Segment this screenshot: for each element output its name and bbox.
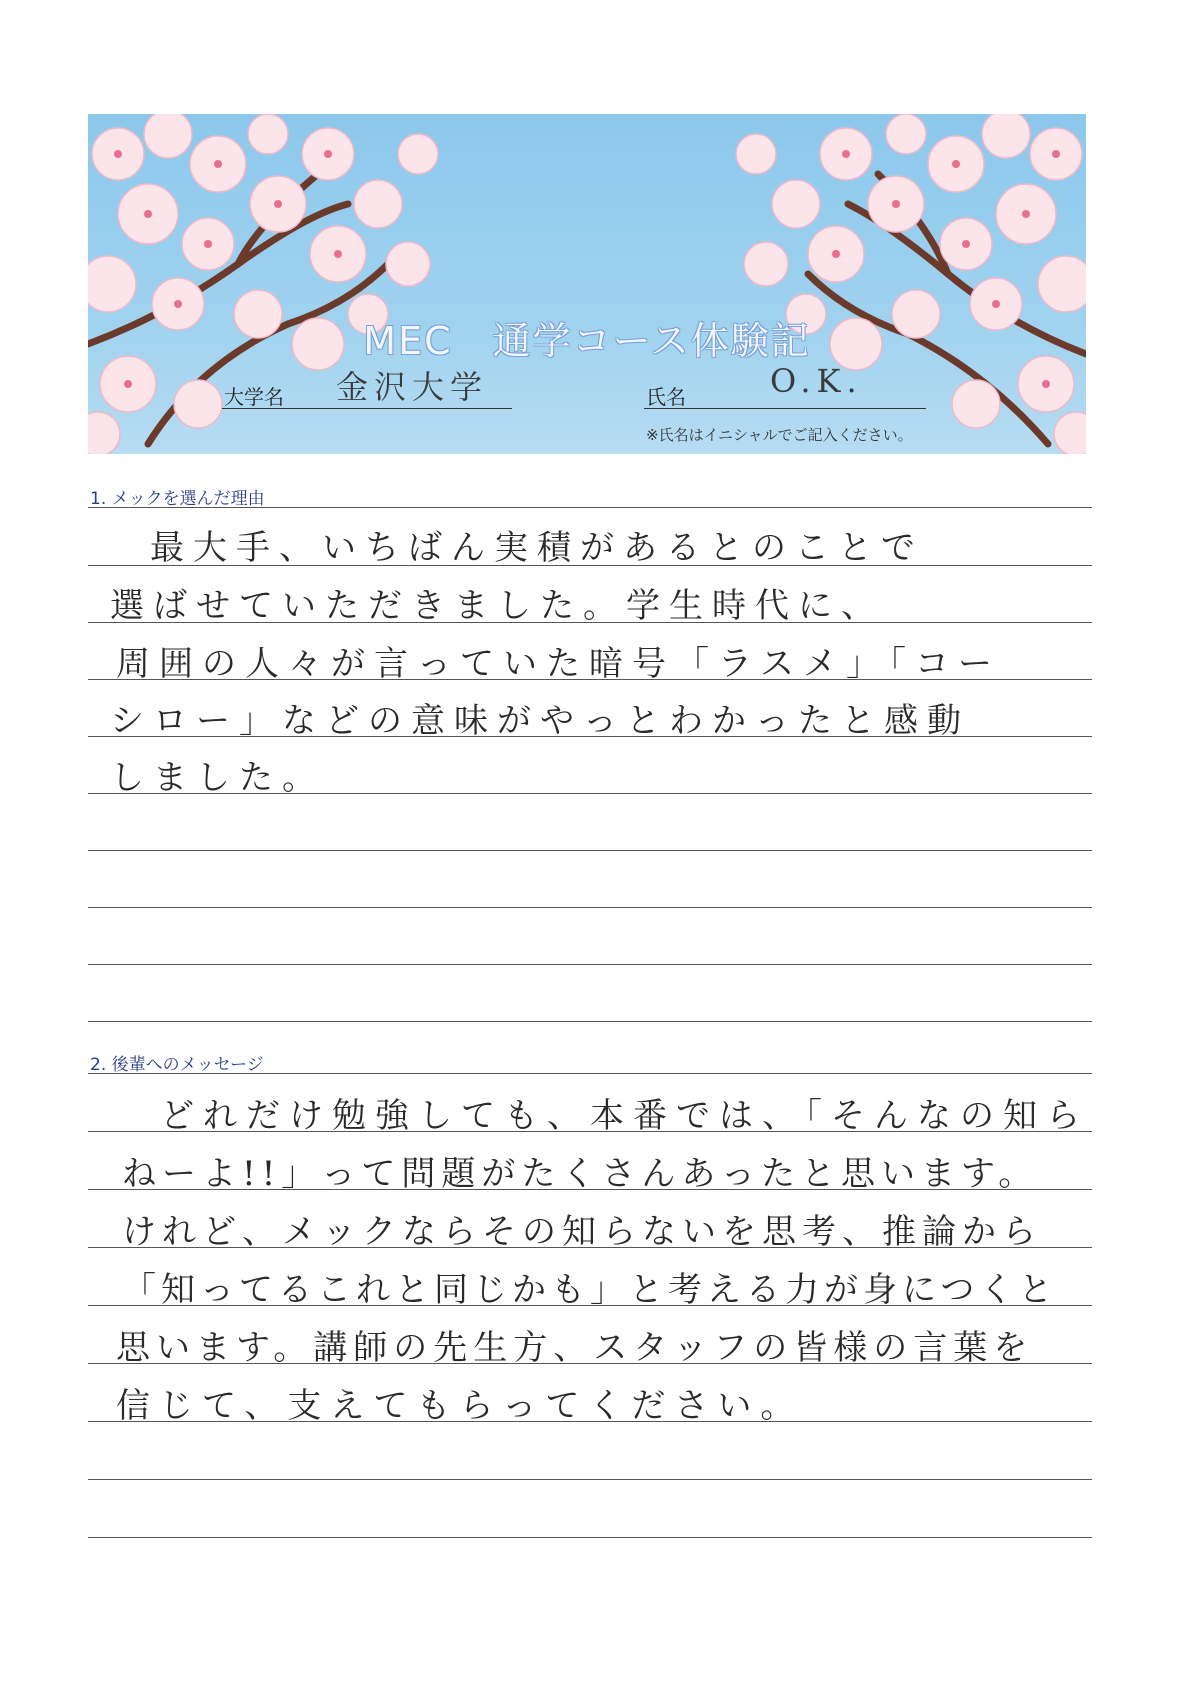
ruled-line (88, 1021, 1092, 1022)
ruled-line (88, 1479, 1092, 1480)
university-underline (222, 408, 512, 409)
name-underline (644, 408, 926, 409)
initials-note: ※氏名はイニシャルでご記入ください。 (646, 426, 913, 444)
ruled-line (88, 1537, 1092, 1538)
handwritten-line: 最大手、いちばん実積があるとのことで (150, 528, 924, 568)
handwritten-line: 思います。講師の先生方、スタッフの皆様の言葉を (116, 1328, 1034, 1368)
university-value: 金沢大学 (336, 368, 489, 406)
ruled-line (88, 1073, 1092, 1074)
handwritten-line: 「知ってるこれと同じかも」と考える力が身につくと (122, 1270, 1058, 1310)
university-label: 大学名 (224, 385, 284, 409)
handwritten-line: シロー」などの意味がやっとわかったと感動 (110, 701, 970, 741)
section-2-heading: 2. 後輩へのメッセージ (90, 1055, 264, 1075)
name-value: O.K. (770, 362, 863, 400)
ruled-line (88, 907, 1092, 908)
handwritten-line: 選ばせていただきました。学生時代に、 (110, 586, 884, 626)
ruled-line (88, 850, 1092, 851)
handwritten-line: ねーよ!!」って問題がたくさんあったと思います。 (122, 1154, 1039, 1194)
handwritten-line: 信じて、支えてもらってください。 (116, 1386, 804, 1426)
name-label: 氏名 (646, 385, 686, 409)
handwritten-line: 周囲の人々が言っていた暗号「ラスメ」「コー (116, 644, 1001, 684)
handwritten-line: けれど、メックならその知らないを思考、推論から (122, 1212, 1042, 1252)
handwritten-line: しました。 (110, 758, 325, 798)
page-title: MEC 通学コース体験記 (363, 319, 811, 363)
handwritten-line: どれだけ勉強しても、本番では、「そんなの知ら (160, 1096, 1089, 1136)
section-1-heading: 1. メックを選んだ理由 (90, 489, 265, 509)
ruled-line (88, 507, 1092, 508)
ruled-line (88, 964, 1092, 965)
